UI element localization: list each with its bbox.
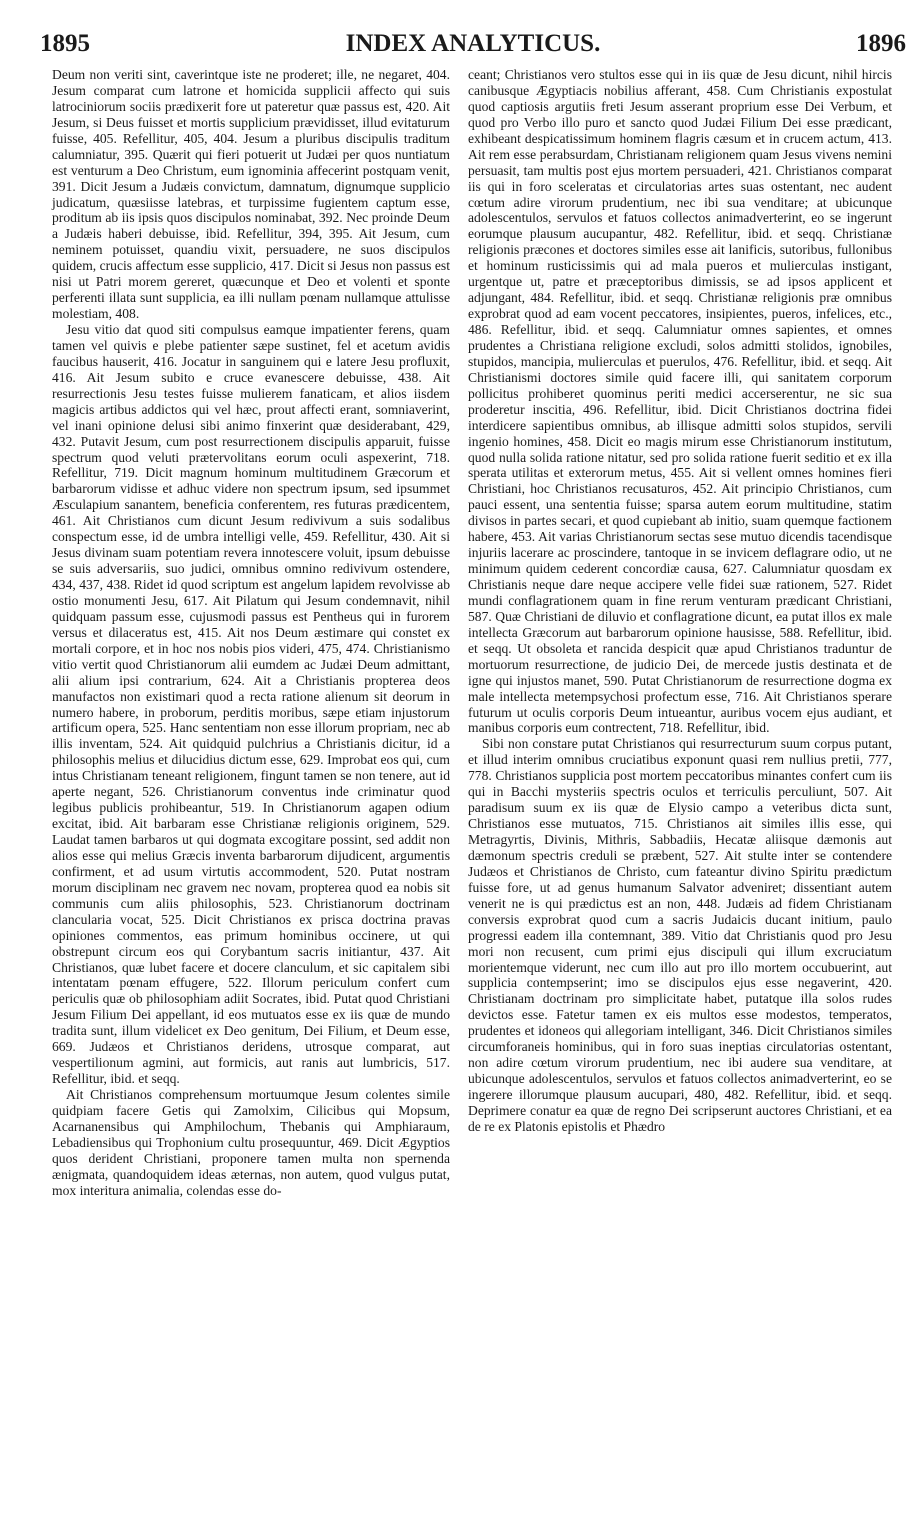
paragraph: Deum non veriti sint, caverintque iste ne proderet; ille, ne negaret, 404. Jesum comparat cum latrone et homicida supplicii affecto qui suis latrociniorum sociis prædixerit fore ut pateretur quæ passus est, 420. Ait Jesum, si Deus fuisset et mortis supplicium prævidisset, illud evitaturum fuisse, 405. Refellitur, 405, 404. Jesum a pluribus discipulis traditum calumniatur, 395. Quærit qui fieri potuerit ut Judæi per quos nuntiatum est venturum a Deo Christum, eum ignominia affecerint postquam venit, 391. Dicit Jesum a Judæis convictum, damnatum, dignumque supplicio judicatum, quæsiisse latebras, et turpissime fugientem captum esse, proditum ab iis ipsis quos discipulos nominabat, 392. Nec proinde Deum a Judæis haberi debuisse, ibid. Refellitur, 394, 395. Ait Jesum, cum neminem potuisset, quandiu vixit, persuadere, ne suos discipulos quidem, crucis affectum esse supplicio, 417. Dicit si Jesus non passus est nisi ut Patri morem gereret, quæcunque et Deo et volenti et sponte perferenti illata sunt supplicia, ea illi nullam pœnam nullamque attulisse molestiam, 408. xyxy=(52,67,450,322)
page-number-right: 1896 xyxy=(856,30,906,57)
left-column xyxy=(52,67,450,1199)
paragraph: ceant; Christianos vero stultos esse qui in iis quæ de Jesu dicunt, nihil hircis canibusque Ægyptiacis nobilius afferant, 458. Cum Christianis expostulat quod captiosis argutiis freti Jesum asserant proprium esse Dei Verbum, et quod pro Verbo illo puro et sancto quod Judæi Filium Dei esse prædicant, exhibeant despicatissimum hominem flagris cæsum et in crucem actum, 413. Ait rem esse perabsurdam, Christianam religionem quam Jesus vivens nemini persuasit, tam multis post ejus mortem persuaderi, 421. Christianos comparat iis qui in foro sceleratas et circulatorias artes suas ostentant, nec audent cœtum adire virorum prudentium, nec ibi sua venditare; at ubicunque adolescentulos, servulos et fatuos collectos animadverterint, eo se ingerunt eorumque plausum aucupantur, 482. Refellitur, ibid. et seqq. Christianæ religionis præcones et doctores similes esse ait lanificis, sutoribus, fullonibus et hominum rusticissimis qui ad mala pueros et mulierculas instigant, urgentque ut, patre et præceptoribus dimissis, se ad ipsos applicent et adjungant, 484. Refellitur, ibid. et seqq. Christianæ religionis præ omnibus exprobrat quod ad eam vocent peccatores, insipientes, pueros, infelices, etc., 486. Refellitur, ibid. et seqq. Calumniatur omnes sapientes, et omnes prudentes a Christiana religione excludi, solos admitti stolidos, ignobiles, stupidos, mancipia, mulierculas et puerulos, 476. Refellitur, ibid. et seqq. Ait Christianismi doctores simile quid facere illi, qui sanitatem corporum pollicitus prohiberet quominus periti medici accerserentur, ne sic sua proderetur inscitia, 496. Refellitur, ibid. Dicit Christianos doctrina fidei interdicere sapientibus omnibus, ab illisque admitti solos stupidos, servili ingenio homines, 458. Dicit eo magis mirum esse Christianorum institutum, quod nulla solida ratione nitatur, sed pro solida ratione fuerit seditio et ex illa sperata utilitas et exterorum metus, 455. Ait si vellent omnes homines fieri Christiani, hoc Christianos recusaturos, 452. Ait principio Christianos, cum pauci essent, una sententia fuisse; sparsa autem eorum multitudine, statim divisos in partes secari, et quod cupiebant ab initio, suam quemque factionem habere, 453. Ait varias Christianorum sectas sese mutuo dicendis tacendisque injuriis lacerare ac proscindere, tantoque in se invicem deflagrare odio, ut ne minimum quidem cederent concordiæ causa, 627. Calumniatur quosdam ex Christianis neque dare neque accipere velle fidei suæ rationem, 527. Ridet mundi conflagrationem quam in fine rerum venturam prædicant Christiani, 587. Quæ Christiani de diluvio et conflagratione dicunt, ea putat illos ex male intellecta Græcorum aut barbarorum opinione hausisse, 588. Refellitur, ibid. et seqq. Ut obsoleta et rancida despicit quæ apud Christianos traduntur de mortuorum resurrectione, de judicio Dei, de mercede justis destinata et de igne qui injustos manet, 590. Putat Christianorum de resurrectione dogma ex male intellecta metempsychosi profectum esse, 716. Ait Christianos sperare futurum ut oculis corporis Deum intueantur, auribus vocem ejus audiant, et manibus corporis eum contrectent, 718. Refellitur, ibid. xyxy=(468,67,892,736)
paragraph: Ait Christianos comprehensum mortuumque Jesum colentes simile quidpiam facere Getis qui Zamolxim, Cilicibus qui Mopsum, Acarnanensibus qui Amphilochum, Thebanis qui Amphiaraum, Lebadiensibus qui Trophonium cultu prosequuntur, 469. Dicit Ægyptios quos derident Christiani, proponere tamen multa non spernenda ænigmata, quandoquidem ideas æternas, non autem, quod vulgus putat, mox interitura animalia, colendas esse do- xyxy=(52,1087,450,1198)
paragraph: Sibi non constare putat Christianos qui resurrecturum suum corpus putant, et illud interim omnibus cruciatibus exponunt quasi rem nullius pretii, 777, 778. Christianos supplicia post mortem peccatoribus minantes confert cum iis qui in Bacchi mysteriis spectris oculos et terriculis perculiunt, 507. Ait paradisum suum ex iis quæ de Elysio campo a veteribus dicta sunt, Christianos esse mutuatos, 715. Christianos ait similes illis esse, qui Metragyrtis, Divinis, Mithris, Sabbadiis, Hecatæ aliisque dæmonis aut dæmonum spectris creduli se præbent, 527. Ait stulte inter se contendere Judæos et Christianos de Christo, cum fateantur divino Spiritu prædictum fuisse fore, ut ad genus humanum Salvator adveniret; dissentiant autem venerit ne is qui prædictus est an non, 448. Judæis ad fidem Christianam conversis exprobrat quod cum a sacris Judaicis ducant initium, paulo progressi eadem illa contemnant, 389. Vitio dat Christianis quod pro Jesu mori non recusent, cum primi ejus discipuli qui illum excruciatum morientemque viderunt, nec cum illo aut pro illo mortem occubuerint, aut supplicia contempserint; imo se discipulos ejus esse negaverint, 420. Christianam doctrinam pro simplicitate habet, putatque illa solos rudes devictos esse. Fatetur tamen ex eis multos esse modestos, temperatos, prudentes et idoneos qui allegoriam intelligant, 346. Dicit Christianos similes circumforaneis hominibus, qui in foro suas ineptias circulatorias ostentant, non adire cœtum virorum prudentium, nec ibi audere sua venditare, at ubicunque adolescentulos, servulos et fatuos collectos animadverterint, eo se ingerere illorumque plausum aucupari, 480, 482. Refellitur, ibid. et seqq. Deprimere conatur ea quæ de regno Dei scripserunt auctores Christiani, et ea de re ex Platonis epistolis et Phædro xyxy=(468,736,892,1134)
paragraph: Jesu vitio dat quod siti compulsus eamque impatienter ferens, quam tamen vel quivis e plebe patienter sæpe sustinet, fel et acetum avidis faucibus hauserit, 416. Jocatur in sanguinem qui e latere Jesu profluxit, 416. Ait Jesum subito e cruce evanescere debuisse, 438. Ait resurrectionis Jesu testes fuisse mulierem fanaticam, et alios iisdem magicis artibus addictos qui vel hæc, prout affecti erant, somniaverint, vel inani opinione delusi sibi animo finxerint quæ desiderabant, 429, 432. Putavit Jesum, cum post resurrectionem discipulis apparuit, fuisse spectrum quod veluti prætervolitans eorum oculi aspexerint, 718. Refellitur, 719. Dicit magnum hominum multitudinem Græcorum et barbarorum vidisse et adhuc videre non spectrum ipsum, sed ipsummet Æsculapium sanantem, beneficia conferentem, res futuras prædicentem, 461. Ait Christianos cum dicunt Jesum redivivum a suis sodalibus conspectum esse, id de umbra intelligi velle, 459. Refellitur, 430. Ait si Jesus divinam suam potentiam revera innotescere voluit, ipsum debuisse se suis adversariis, suo judici, omnibus omnino redivivum ostendere, 434, 437, 438. Ridet id quod scriptum est angelum lapidem revolvisse ab ostio monumenti Jesu, 617. Ait Pilatum qui Jesum condemnavit, nihil quidquam passum esse, cujusmodi passus est Pentheus qui in furorem versus et dilaceratus est, 415. Ait nos Deum æstimare qui constet ex mortali corpore, et in hoc nos nobis pios videri, 475, 474. Christianismo vitio vertit quod Christianorum alii eumdem ac Judæi Deum admittant, alii alium ipsi contrarium, 624. Ait a Christianis propterea deos manufactos non existimari quod a recta ratione alienum sit deorum in numero habere, in proborum, perditis moribus, sæpe etiam injustorum artificum opera, 525. Hanc sententiam non esse illorum propriam, nec ab illis inventam, 524. Ait quidquid pulchrius a Christianis dicitur, id a philosophis melius et dilucidius dictum esse, 629. Improbat eos qui, cum intus Christianam teneant religionem, fingunt tamen se non tenere, aut id aperte negant, 526. Christianorum conventus inde criminatur quod legibus publicis prohibeantur, 519. In Christianorum agapen odium excitat, ibid. Ait barbaram esse Christianæ religionis originem, 529. Laudat tamen barbaros ut qui dogmata excogitare possint, sed addit non alios esse qui melius Græcis inventa barbarorum dijudicent, argumentis confirment, et ad usum virtutis accommodent, 520. Putat nostram morum disciplinam nec gravem nec novam, propterea quod ea nobis sit communis cum aliis philosophis, 523. Christianorum doctrinam clancularia vocat, 525. Dicit Christianos ex prisca doctrina pravas opiniones commentos, eas primum hominibus occinere, ut qui obstrepunt circum eos qui Corybantum sacris initiantur, 437. Ait Christianos, quæ lubet facere et docere clanculum, et sic capitalem sibi intentatam pœnam effugere, 522. Illorum periculum confert cum periculis quæ ob philosophiam adiit Socrates, ibid. Putat quod Christiani Jesum Filium Dei appellant, id eos mutuatos esse ex iis quæ de mundo tradita sunt, illum videlicet ex Deo genitum, Dei Filium, et Deum esse, 669. Judæos et Christianos deridens, utrosque comparat, aut vespertilionum agmini, aut formicis, aut ranis aut lumbricis, 517. Refellitur, ibid. et seqq. xyxy=(52,322,450,1087)
running-title: INDEX ANALYTICUS. xyxy=(345,30,601,57)
page-header xyxy=(40,30,906,64)
page-number-left: 1895 xyxy=(40,30,90,57)
right-column xyxy=(468,67,892,1135)
